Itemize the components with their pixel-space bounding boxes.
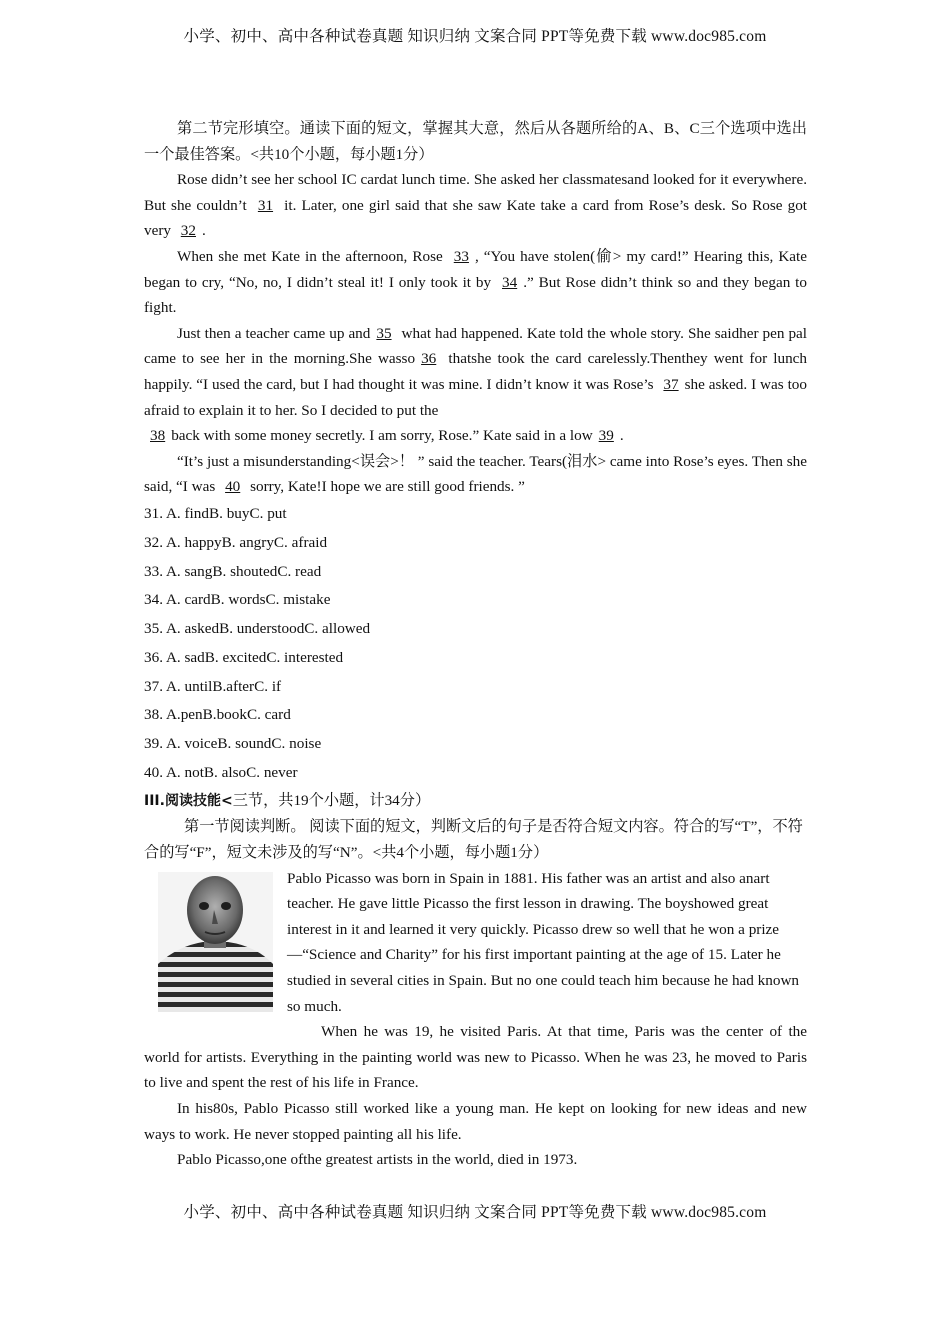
blank-34: 34 [502, 273, 518, 291]
reading-paragraph-2: When he was 19, he visited Paris. At that time, Paris was the center of the world for artists. Everything in the painting world was new to Picasso. When he was 23, he moved to Paris to live and spent the rest of his life in France. [144, 1023, 807, 1092]
text: it. Later, one girl said that she saw Kate take a card from Rose’s desk. So Rose got very [144, 196, 808, 240]
picasso-portrait-image [158, 872, 273, 1012]
reading-paragraph-4: Pablo Picasso,one ofthe greatest artists in the world, died in 1973. [177, 1151, 578, 1169]
cloze-instruction: 第二节完形填空。通读下面的短文，掌握其大意，然后从各题所给的A、B、C三个选项中选出一个最佳答案。<共10个小题，每小题1分） [144, 120, 807, 163]
reading-instruction: 第一节阅读判断。 阅读下面的短文，判断文后的句子是否符合短文内容。符合的写“T”，不符合的写“F”，短文未涉及的写“N”。<共4个小题，每小题1分） [144, 818, 803, 862]
option-38: 38. A.penB.bookC. card [144, 706, 291, 724]
blank-38: 38 [150, 427, 166, 445]
options-list [144, 500, 807, 788]
cloze-paragraph-2 [144, 244, 807, 321]
section-3-title-rest: 三节，共19个小题，计34分） [232, 791, 431, 809]
blank-32: 32 [180, 222, 196, 240]
blank-37: 37 [663, 375, 679, 393]
option-34: 34. A. cardB. wordsC. mistake [144, 591, 331, 609]
reading-paragraph-3: In his80s, Pablo Picasso still worked like a young man. He kept on looking for new ideas and new ways to work. He never stopped painting all his life. [144, 1100, 807, 1143]
cloze-paragraph-5 [144, 449, 807, 500]
blank-33: 33 [453, 247, 469, 265]
blank-35: 35 [376, 324, 392, 342]
cloze-paragraph-1 [144, 167, 807, 244]
text: .” But Rose didn’t think so and they began to fight. [144, 273, 807, 317]
text: Rose didn’t see her school IC cardat lunch time. She asked her classmatesand looked for it everywhere. But she couldn’t [144, 171, 807, 214]
text: back with some money secretly. I am sorry, Rose.” Kate said in a low [171, 427, 593, 445]
option-31: 31. A. findB. buyC. put [144, 504, 287, 522]
section-3-title-bold: III.阅读技能< [144, 792, 233, 809]
exam-page [144, 116, 807, 1173]
reading-passage [144, 866, 807, 1173]
option-40: 40. A. notB. alsoC. never [144, 764, 298, 782]
text: When she met Kate in the afternoon, Rose [177, 247, 448, 265]
text: . [201, 222, 206, 240]
option-33: 33. A. sangB. shoutedC. read [144, 562, 322, 580]
text: thatshe took the card carelessly.Thenthey went for lunch happily. “I used the card, but I had thought it was mine. I didn’t know it was Rose’s [144, 350, 808, 393]
option-36: 36. A. sadB. excitedC. interested [144, 648, 344, 666]
text: . [619, 427, 624, 445]
text: Just then a teacher came up and [177, 324, 371, 342]
blank-31: 31 [257, 196, 274, 214]
option-32: 32. A. happyB. angryC. afraid [144, 533, 328, 551]
option-37: 37. A. untilB.afterC. if [144, 677, 282, 695]
text: , “You have stolen(偷> my card!” Hearing this, Kate began to cry, “No, no, I didn’t steal it! I only took it by [144, 247, 808, 291]
text: “It’s just a misunderstanding<误会>！ ” said the teacher. Tears(泪水> came into Rose’s eyes. Then she said, “I was [144, 452, 807, 496]
page-footer: 小学、初中、高中各种试卷真题 知识归纳 文案合同 PPT等免费下载 www.doc985.com [183, 1204, 767, 1221]
blank-40: 40 [225, 478, 241, 496]
blank-39: 39 [598, 427, 614, 445]
option-39: 39. A. voiceB. soundC. noise [144, 735, 322, 753]
text: what had happened. Kate told the whole story. She saidher pen pal came to see her in the morning.She wasso [144, 324, 807, 368]
reading-paragraph-1: Pablo Picasso was born in Spain in 1881. His father was an artist and also anart teacher. He gave little Picasso the first lesson in drawing. The boyshowed great interest in it and learned it very quickly. Picasso drew so well that he won a prize—“Science and Charity” for his first important painting at the age of 15. Later he studied in several cities in Spain. But no one could teach him because he had known so much. [287, 869, 800, 1015]
section-3-title [144, 788, 807, 815]
page-header: 小学、初中、高中各种试卷真题 知识归纳 文案合同 PPT等免费下载 www.doc985.com [183, 28, 767, 45]
blank-36: 36 [421, 350, 437, 368]
text: sorry, Kate!I hope we are still good friends. ” [246, 478, 525, 496]
cloze-paragraph-4 [144, 423, 807, 449]
option-35: 35. A. askedB. understoodC. allowed [144, 620, 371, 638]
cloze-paragraph-3 [144, 321, 807, 423]
text: she asked. I was too afraid to explain it to her. So I decided to put the [144, 375, 807, 419]
